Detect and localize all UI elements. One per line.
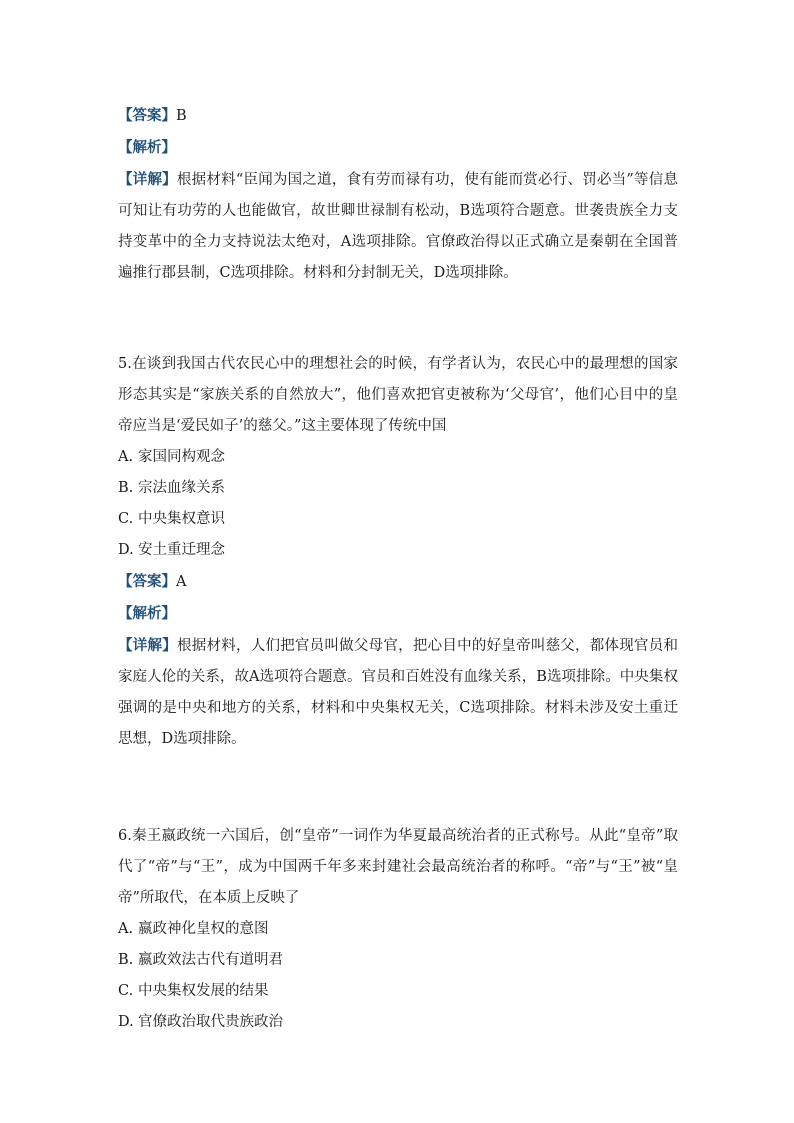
- q6-option-b-letter: B.: [118, 952, 134, 968]
- q6-option-c: [118, 976, 678, 1007]
- q5-answer-tag: 【答案】: [118, 573, 176, 590]
- q4-answer-tag: 【答案】: [118, 107, 176, 124]
- q5-detail-text: 根据材料，人们把官员叫做父母官，把心目中的好皇帝叫慈父，都体现官员和家庭人伦的关系，故A选项符合题意。官员和百姓没有血缘关系，B选项排除。中央集权强调的是中央和地方的关系，材料和中央集权无关，C选项排除。材料未涉及安土重迁思想，D选项排除。: [118, 638, 679, 747]
- q5-detail-tag: 【详解】: [118, 637, 177, 654]
- q4-detail-tag: 【详解】: [118, 171, 177, 188]
- q5-option-d-letter: D.: [118, 542, 134, 558]
- q5-answer-value: A: [176, 574, 187, 590]
- q4-answer-line: [118, 100, 678, 132]
- q6-option-a-letter: A.: [118, 921, 134, 937]
- q5-analysis-line: [118, 598, 678, 630]
- q5-option-b-text: 宗法血缘关系: [138, 480, 225, 496]
- section-spacer-2: [118, 755, 678, 821]
- q5-option-c: [118, 504, 678, 535]
- q5-option-c-letter: C.: [118, 511, 134, 527]
- q6-option-b-text: 嬴政效法古代有道明君: [138, 952, 283, 968]
- q5-option-b: [118, 473, 678, 504]
- document-content: [118, 100, 678, 1038]
- q5-option-c-text: 中央集权意识: [138, 511, 225, 527]
- q5-option-a-letter: A.: [118, 449, 134, 465]
- q6-option-d: [118, 1007, 678, 1038]
- q6-option-a: [118, 914, 678, 945]
- q4-answer-value: B: [176, 108, 187, 124]
- q5-option-a-text: 家国同构观念: [138, 449, 225, 465]
- q5-stem: 5.在谈到我国古代农民心中的理想社会的时候，有学者认为，农民心中的最理想的国家形态其实是“家族关系的自然放大”，他们喜欢把官吏被称为‘父母官’，他们心目中的皇帝应当是‘爱民如子’的慈父。”这主要体现了传统中国: [118, 356, 678, 434]
- q4-detail-text: 根据材料“臣闻为国之道，食有劳而禄有功，使有能而赏必行、罚必当”等信息可知让有功劳的人也能做官，故世卿世禄制有松动，B选项符合题意。世袭贵族全力支持变革中的全力支持说法太绝对，A选项排除。官僚政治得以正式确立是秦朝在全国普遍推行郡县制，C选项排除。材料和分封制无关，D选项排除。: [118, 172, 679, 281]
- q6-option-d-text: 官僚政治取代贵族政治: [138, 1014, 283, 1030]
- q4-detail-paragraph: [118, 164, 678, 289]
- q5-analysis-tag: 【解析】: [118, 605, 176, 622]
- q6-option-d-letter: D.: [118, 1014, 134, 1030]
- q5-option-d: [118, 535, 678, 566]
- q5-option-b-letter: B.: [118, 480, 134, 496]
- q5-answer-line: [118, 566, 678, 598]
- q6-option-c-text: 中央集权发展的结果: [138, 983, 269, 999]
- section-spacer: [118, 289, 678, 349]
- q5-option-a: [118, 442, 678, 473]
- q6-stem: 6.秦王嬴政统一六国后，创“皇帝”一词作为华夏最高统治者的正式称号。从此“皇帝”取代了“帝”与“王”，成为中国两千年多来封建社会最高统治者的称呼。“帝”与“王”被“皇帝”所取代，在本质上反映了: [118, 828, 678, 906]
- q6-option-b: [118, 945, 678, 976]
- q5-detail-paragraph: [118, 630, 678, 755]
- q5-option-d-text: 安土重迁理念: [138, 542, 225, 558]
- q4-analysis-line: [118, 132, 678, 164]
- q6-option-c-letter: C.: [118, 983, 134, 999]
- q4-analysis-tag: 【解析】: [118, 139, 176, 156]
- q6-option-a-text: 嬴政神化皇权的意图: [138, 921, 269, 937]
